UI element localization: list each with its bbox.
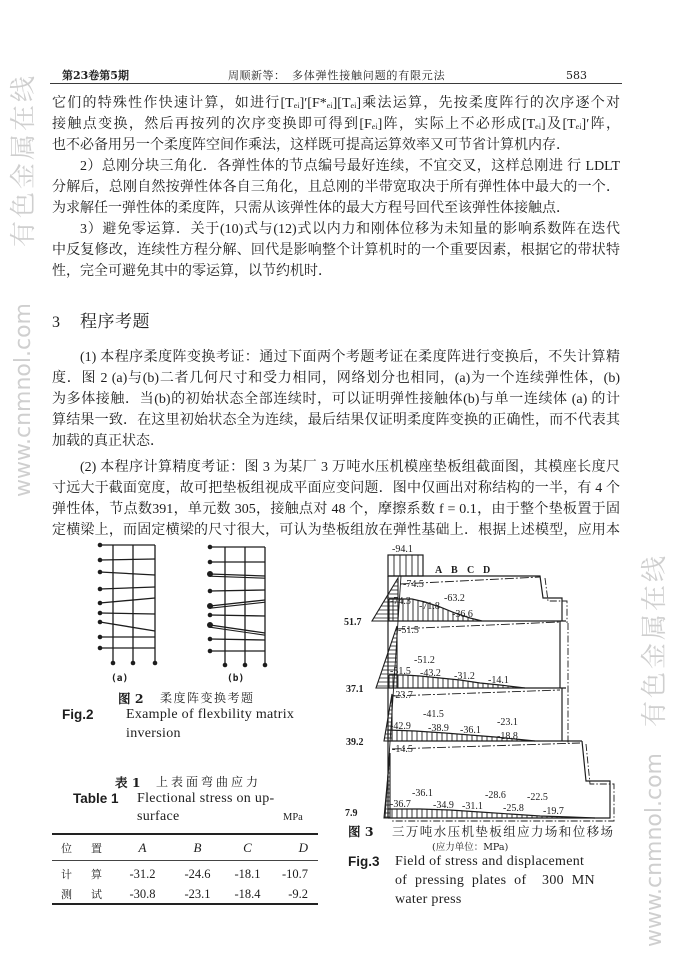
figure-2a-load-node [98,601,103,606]
table-1-unit: MPa [283,812,303,823]
stress-label: -74.3 [390,596,411,607]
stress-label: -31.2 [454,671,475,682]
table-1-title-cn: 上表面弯曲应力 [156,775,262,789]
stress-label: -74.5 [403,579,424,590]
figure-2b-load-node [208,649,213,654]
stress-label: -63.2 [444,593,465,604]
point-label-c: C [467,565,478,576]
stress-label: -42.9 [390,721,411,732]
figure-2b-load-node [208,545,213,550]
paragraph-line: (1) 本程序柔度阵变换考证：通过下面两个考题考证在柔度阵进行变换后，不失计算精 [80,350,620,365]
stress-label: -14.1 [488,675,509,686]
point-label-a: A [435,565,446,576]
paragraph-line: 为求解任一弹性体的柔度阵，只需从该弹性体的最大方程号回代至该弹性体接触点． [52,201,570,216]
figure-2a-horizontal-line [100,613,155,614]
body-text-block-1 [52,93,620,282]
figure-2b-label: (b) [227,673,245,684]
figure-3-caption-en: of pressing plates of 300 MN [395,873,595,888]
stress-label: -41.5 [423,709,444,720]
table-1-title-en: surface [137,809,180,824]
table-cell: -31.2 [129,866,156,881]
plate-4-contact-stress-curve [388,809,595,818]
paragraph-line: 性，完全可避免其中的零运算，以节约机时． [52,264,332,279]
paragraph-line: 它们的特殊性作快速计算，如进行[Tₑᵢ]′[F*ₑᵢ][Tₑᵢ]乘法运算，先按柔度阵行的次序逐个对 [52,96,620,111]
figure-3-caption-en: water press [395,892,462,907]
figure-2a-support-node [111,661,116,666]
stress-label: -36.1 [412,788,433,799]
row-label: 测 试 [61,888,106,901]
paragraph-line: (2) 本程序计算精度考证：图 3 为某厂 3 万吨水压机模座垫板组截面图，其模座长度尺 [80,460,620,475]
stress-label: -71.8 [419,601,440,612]
figure-3-caption-cn: 三万吨水压机垫板组应力场和位移场 [392,824,615,839]
plate-1-displaced-boundary [545,578,567,623]
section-heading [52,311,150,333]
figure-2b-load-node [208,589,213,594]
figure-3-label-cn: 图 3 [348,824,374,839]
figure-2b-load-node [208,637,213,642]
figure-2b-contact-line [210,576,265,578]
figure-2-caption-cn: 柔度阵变换考题 [160,691,255,705]
table-cell: -9.2 [288,886,308,901]
stress-label: -51.5 [390,666,411,677]
column-header: D [270,834,318,861]
figure-2-caption-en: inversion [126,726,181,741]
table-1-label-en: Table 1 [73,791,119,806]
paragraph-line: 寸远大于截面宽度，故可把垫板组视成平面应变问题．图中仅画出对称结构的一半，有 4 个 [52,481,620,496]
paragraph-line: 弹性体，节点数391，单元数 305，接触点对 48 个，摩擦系数 f = 0.1，由于整个垫板置于固 [52,502,620,517]
stress-label: -34.9 [433,800,454,811]
stress-label: -51.2 [414,655,435,666]
figure-2a-label: (a) [111,673,129,684]
table-cell: -23.1 [184,886,211,901]
figure-2a-horizontal-line [100,622,155,631]
figure-2a-load-node [98,543,103,548]
punch-stress-hatch [394,555,418,576]
figure-2b-horizontal-line [210,590,265,591]
table-cell: -10.7 [281,866,308,881]
volume-issue: 第23卷第5期 [62,69,129,82]
plate-4-displacement-line [392,743,580,749]
stress-label: -51.5 [398,625,419,636]
stress-label: -28.6 [485,790,506,801]
paragraph-line: 算结果一致．在这里初始状态全为连续，最后结果仅证明柔度阵变换的正确性，而不代表其 [52,413,620,428]
stress-label: -31.1 [462,801,483,812]
figure-2-caption-en: Example of flexbility matrix [126,707,295,722]
section-number: 3 [52,314,60,331]
table-row [52,861,318,886]
side-stress-label: 7.9 [345,808,358,819]
figure-2a-load-node [98,570,103,575]
point-label-d: D [483,565,494,576]
figure-2b-horizontal-line [210,615,265,616]
figure-2a-horizontal-line [100,598,155,603]
paragraph-line: 加载的真正状态． [52,434,164,449]
table-1 [52,833,318,905]
stress-label: -38.9 [428,723,449,734]
figure-2a-load-node [98,611,103,616]
stress-label: -23.1 [497,717,518,728]
table-cell: -18.4 [234,886,261,901]
figure-2b-horizontal-line [210,625,265,633]
figure-2a-load-node [98,635,103,640]
stress-label: -14.5 [392,744,413,755]
column-header: A [115,834,170,861]
column-header: C [225,834,270,861]
column-header: 位 置 [52,834,115,861]
figure-2a-load-node [98,646,103,651]
plate-4-outline [388,741,610,818]
stress-label: -23.7 [392,690,413,701]
section-title: 程序考题 [80,312,150,332]
figure-3-label-en: Fig.3 [348,854,380,869]
figure-2a-support-node [131,661,136,666]
figure-2a-support-node [153,661,158,666]
stress-label: -19.7 [543,806,564,817]
figure-2-mesh [98,543,268,668]
header-authors: 周顺新等： [228,69,286,82]
figure-2b-load-node [207,571,213,577]
stress-label: -36.7 [390,799,411,810]
stress-label: -43.2 [420,668,441,679]
table-cell: -30.8 [129,886,156,901]
figure-2-label-cn: 图 2 [118,691,144,706]
stress-label: -36.6 [452,609,473,620]
stress-label: -36.1 [460,725,481,736]
figure-3-labels [344,544,564,819]
plate-3-displacement-line [392,690,560,696]
watermark-cn: 有色金属在线 [9,72,39,248]
paragraph-line: 3）避免零运算．关于(10)式与(12)式以内力和刚体位移为未知量的影响系数阵在迭代 [80,222,620,237]
paragraph-line: 度．图 2 (a)与(b)二者几何尺寸和受力相同，网络划分也相同，(a)为一个连续弹性体，(b) [52,371,620,386]
side-stress-label: 37.1 [346,684,364,695]
body-text-block-3 [52,457,620,541]
plate-2-displacement-line [396,622,560,629]
figure-3 [344,544,614,821]
table-1-label-cn: 表 1 [115,775,141,790]
stress-label: -25.8 [503,803,524,814]
side-stress-label: 39.2 [346,737,364,748]
side-stress-label: 51.7 [344,617,362,628]
watermark-url: www.cnmnol.com [642,753,667,947]
figure-2b-load-node [208,560,213,565]
figure-2a-load-node [98,587,103,592]
figure-2b-load-node [208,613,213,618]
figure-2b-load-node [207,603,213,609]
table-1-title-en: Flectional stress on up- [137,791,275,806]
table-cell: -24.6 [184,866,211,881]
stress-label: -94.1 [392,544,413,555]
figure-3-caption-en: Field of stress and displacement [395,854,585,869]
paragraph-line: 分解后，总刚自然按弹性体各自三角化，且总刚的半带宽取决于所有弹性体中最大的一个． [52,180,620,195]
figure-3-caption-unit: (应力单位：MPa) [432,842,509,853]
figure-2-label-en: Fig.2 [62,707,94,722]
figure-3-diagram [372,555,614,821]
figure-2b-support-node [243,663,248,668]
table-header-row [52,834,318,861]
paragraph-line: 为多体接触．当(b)的初始状态全部连续时，可以证明弹性接触体(b)与单一连续体 (a) 的计 [52,392,620,407]
figure-2b-horizontal-line [210,574,265,576]
column-header: B [170,834,225,861]
paragraph-line: 2）总刚分块三角化．各弹性体的节点编号最好连续，不宜交叉，这样总刚进 行 LDLT [80,159,620,174]
point-label-b: B [451,565,461,576]
figure-2a-load-node [98,620,103,625]
figure-2a-horizontal-line [100,559,155,560]
body-text-block-2 [52,347,620,452]
table-row [52,885,318,904]
figure-2a-load-node [98,558,103,563]
row-label: 计 算 [61,868,106,881]
figure-2a-horizontal-line [100,572,155,575]
watermark-cn: 有色金属在线 [640,552,670,728]
paragraph-line: 定横梁上，而固定横梁的尺寸很大，可认为垫板组放在弹性基础上．根据上述模型，应用本 [52,523,620,538]
stress-label: -18.8 [497,731,518,742]
page-number: 583 [566,69,587,82]
figure-2b-support-node [223,663,228,668]
stress-label: -22.5 [527,792,548,803]
figure-2a-horizontal-line [100,587,155,589]
paragraph-line: 也不必备用另一个柔度阵空间作乘法，这样既可提高运算效率又可节省计算机内存． [52,138,570,153]
paragraph-line: 中反复修改，连续性方程分解、回代是影响整个计算机时的一个重要因素，根据它的带状特 [52,243,620,258]
watermark-url: www.cnmnol.com [11,303,36,497]
figure-2b-support-node [263,663,268,668]
figure-2b-horizontal-line [210,639,265,640]
table-cell: -18.1 [234,866,261,881]
figure-2b-load-node [207,622,213,628]
header-running-title: 多体弹性接触问题的有限元法 [292,69,446,82]
header-rule [50,83,622,84]
paragraph-line: 接触点变换，然后再按列的次序变换即可得到[Fₑᵢ]阵，实际上不必形成[Tₑᵢ]及[Tₑᵢ]′阵， [52,117,620,132]
